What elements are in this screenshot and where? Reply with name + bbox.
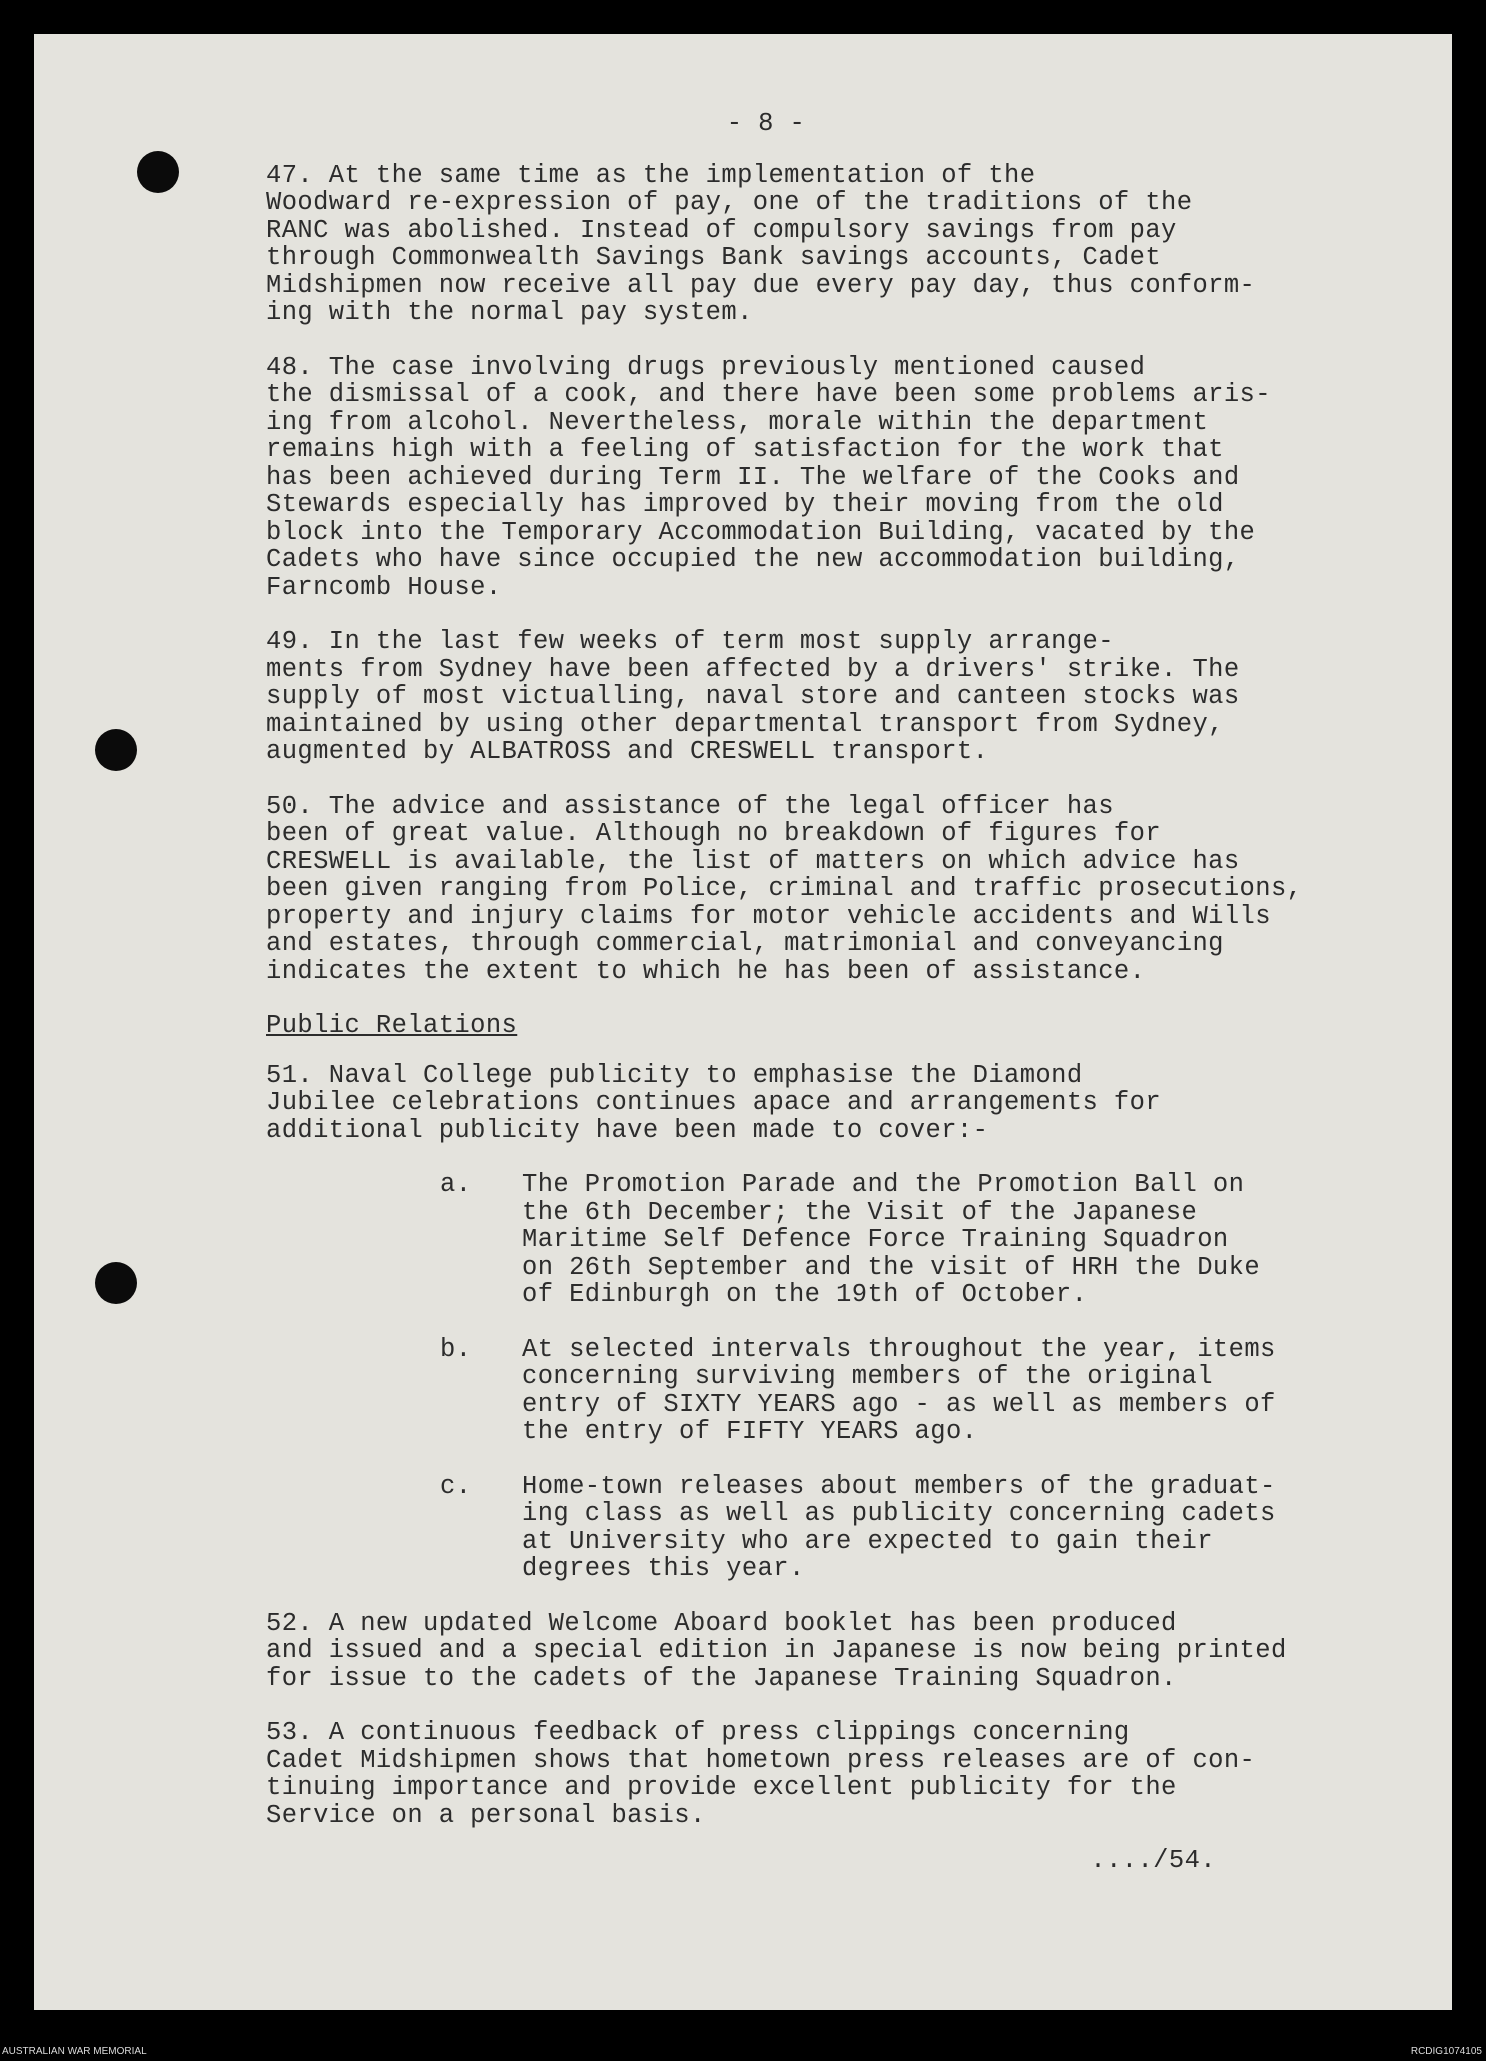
sub-item-text: Home-town releases about members of the graduat- ing class as well as publicity concerning cadets at University who are expected to gain their degrees this year.: [522, 1471, 1276, 1583]
paragraph-49: 49. In the last few weeks of term most supply arrange- ments from Sydney have been affected by a drivers' strike. The supply of most victualling, naval store and canteen stocks was maintained by using other departmental transport from Sydney, augmented by ALBATROSS and CRESWELL transport.: [266, 627, 1240, 766]
sub-item-letter: c.: [440, 1471, 472, 1501]
paragraph-51: 51. Naval College publicity to emphasise the Diamond Jubilee celebrations continues apace and arrangements for additional publicity have been made to cover:-: [266, 1060, 1162, 1145]
page-number: - 8 -: [726, 109, 806, 138]
footer-archive-name: AUSTRALIAN WAR MEMORIAL: [2, 2046, 147, 2057]
document-page: [34, 34, 1452, 2010]
sub-item-c: [440, 1473, 1406, 1583]
paragraph-52: 52. A new updated Welcome Aboard booklet has been produced and issued and a special edition in Japanese is now being printed for issue to the cadets of the Japanese Training Squadron.: [266, 1608, 1287, 1693]
document-body: [266, 110, 1406, 1875]
paragraph-47: 47. At the same time as the implementation of the Woodward re-expression of pay, one of the traditions of the RANC was abolished. Instead of compulsory savings from pay through Commonwealth Savings Bank savings accounts, Cadet Midshipmen now receive all pay due every pay day, thus conform- ing with the normal pay system.: [266, 160, 1256, 327]
section-heading: Public Relations: [266, 1011, 518, 1040]
sub-item-letter: a.: [440, 1170, 472, 1199]
punch-hole: [95, 729, 137, 771]
paragraph-53: 53. A continuous feedback of press clippings concerning Cadet Midshipmen shows that hometown press releases are of con- tinuing importance and provide excellent publicity for the Service on a personal basis.: [266, 1718, 1256, 1830]
punch-hole: [137, 151, 179, 193]
sub-item-letter: b.: [440, 1334, 472, 1364]
paragraph-48: 48. The case involving drugs previously mentioned caused the dismissal of a cook, and there have been some problems aris- ing from alcohol. Nevertheless, morale within the department remains high with a feeling of satisfaction for the work that has been achieved during Term II. The welfare of the Cooks and Stewards especially has improved by their moving from the old block into the Temporary Accommodation Building, vacated by the Cadets who have since occupied the new accommodation building, Farncomb House.: [266, 352, 1271, 602]
continuation-marker: ..../54.: [1090, 1846, 1216, 1875]
sub-item-b: [440, 1336, 1406, 1446]
sub-item-text: At selected intervals throughout the year, items concerning surviving members of the original entry of SIXTY YEARS ago - as well as members of the entry of FIFTY YEARS ago.: [522, 1334, 1276, 1446]
sub-item-text: The Promotion Parade and the Promotion Ball on the 6th December; the Visit of the Japanese Maritime Self Defence Force Training Squadron on 26th September and the visit of HRH the Duke of Edinburgh on the 19th of October.: [522, 1170, 1261, 1309]
paragraph-50: 50. The advice and assistance of the legal officer has been of great value. Although no breakdown of figures for CRESWELL is available, the list of matters on which advice has been given ranging from Police, criminal and traffic prosecutions, property and injury claims for motor vehicle accidents and Wills and estates, through commercial, matrimonial and conveyancing indicates the extent to which he has been of assistance.: [266, 791, 1303, 986]
sub-item-a: [440, 1171, 1406, 1309]
footer-document-id: RCDIG1074105: [1410, 2046, 1482, 2057]
punch-hole: [95, 1262, 137, 1304]
